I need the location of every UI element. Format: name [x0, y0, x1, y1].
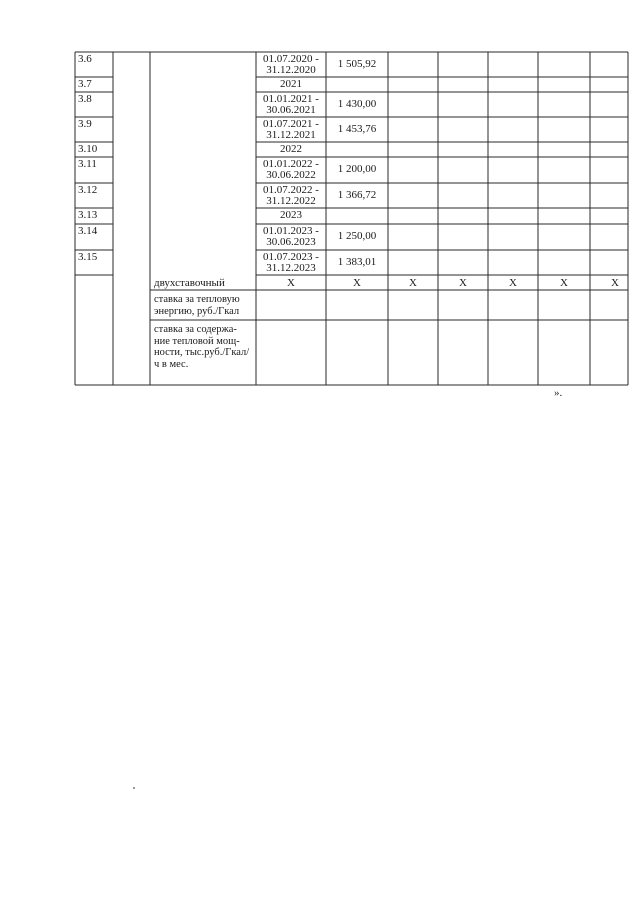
period-start: 01.07.2020 -: [263, 53, 319, 65]
x-mark: X: [459, 277, 467, 289]
row-number: 3.6: [78, 53, 92, 65]
rate-energy-label: ставка за тепловую энергию, руб./Гкал: [154, 294, 240, 317]
row-number: 3.11: [78, 158, 97, 170]
two-part-label: двухставочный: [154, 277, 225, 289]
period-end: 31.12.2020: [266, 64, 316, 76]
period-end: 30.06.2021: [266, 104, 316, 116]
row-number: 3.8: [78, 93, 92, 105]
tariff-value: 1 453,76: [337, 123, 377, 135]
x-mark: X: [560, 277, 568, 289]
tariff-value: 1 430,00: [337, 98, 377, 110]
x-mark: X: [353, 277, 361, 289]
period-end: 31.12.2023: [266, 262, 316, 274]
rate-capacity-label: ставка за содержа- ние тепловой мощ- ности, тыс.руб./Гкал/ч в мес.: [154, 324, 250, 370]
period-end: 30.06.2023: [266, 236, 316, 248]
x-mark: X: [611, 277, 619, 289]
period-end: 31.12.2021: [266, 129, 316, 141]
x-mark: X: [287, 277, 295, 289]
period-start: 01.01.2023 -: [263, 225, 319, 237]
tariff-value: 1 505,92: [337, 58, 377, 70]
period-year: 2022: [280, 143, 302, 155]
period-year: 2021: [280, 78, 302, 90]
period-end: 31.12.2022: [266, 195, 316, 207]
tariff-value: 1 200,00: [337, 163, 377, 175]
row-number: 3.15: [78, 251, 98, 263]
closing-quote-mark: ».: [554, 387, 563, 399]
period-year: 2023: [280, 209, 302, 221]
row-number: 3.12: [78, 184, 98, 196]
row-number: 3.14: [78, 225, 98, 237]
period-start: 01.01.2022 -: [263, 158, 319, 170]
scan-speck: [133, 787, 135, 789]
period-start: 01.07.2022 -: [263, 184, 319, 196]
x-mark: X: [409, 277, 417, 289]
row-number: 3.7: [78, 78, 92, 90]
period-end: 30.06.2022: [266, 169, 316, 181]
period-start: 01.01.2021 -: [263, 93, 319, 105]
x-mark: X: [509, 277, 517, 289]
tariff-value: 1 250,00: [337, 230, 377, 242]
tariff-value: 1 366,72: [337, 189, 377, 201]
row-number: 3.10: [78, 143, 98, 155]
tariff-value: 1 383,01: [337, 256, 377, 268]
row-number: 3.13: [78, 209, 98, 221]
row-number: 3.9: [78, 118, 92, 130]
period-start: 01.07.2021 -: [263, 118, 319, 130]
period-start: 01.07.2023 -: [263, 251, 319, 263]
